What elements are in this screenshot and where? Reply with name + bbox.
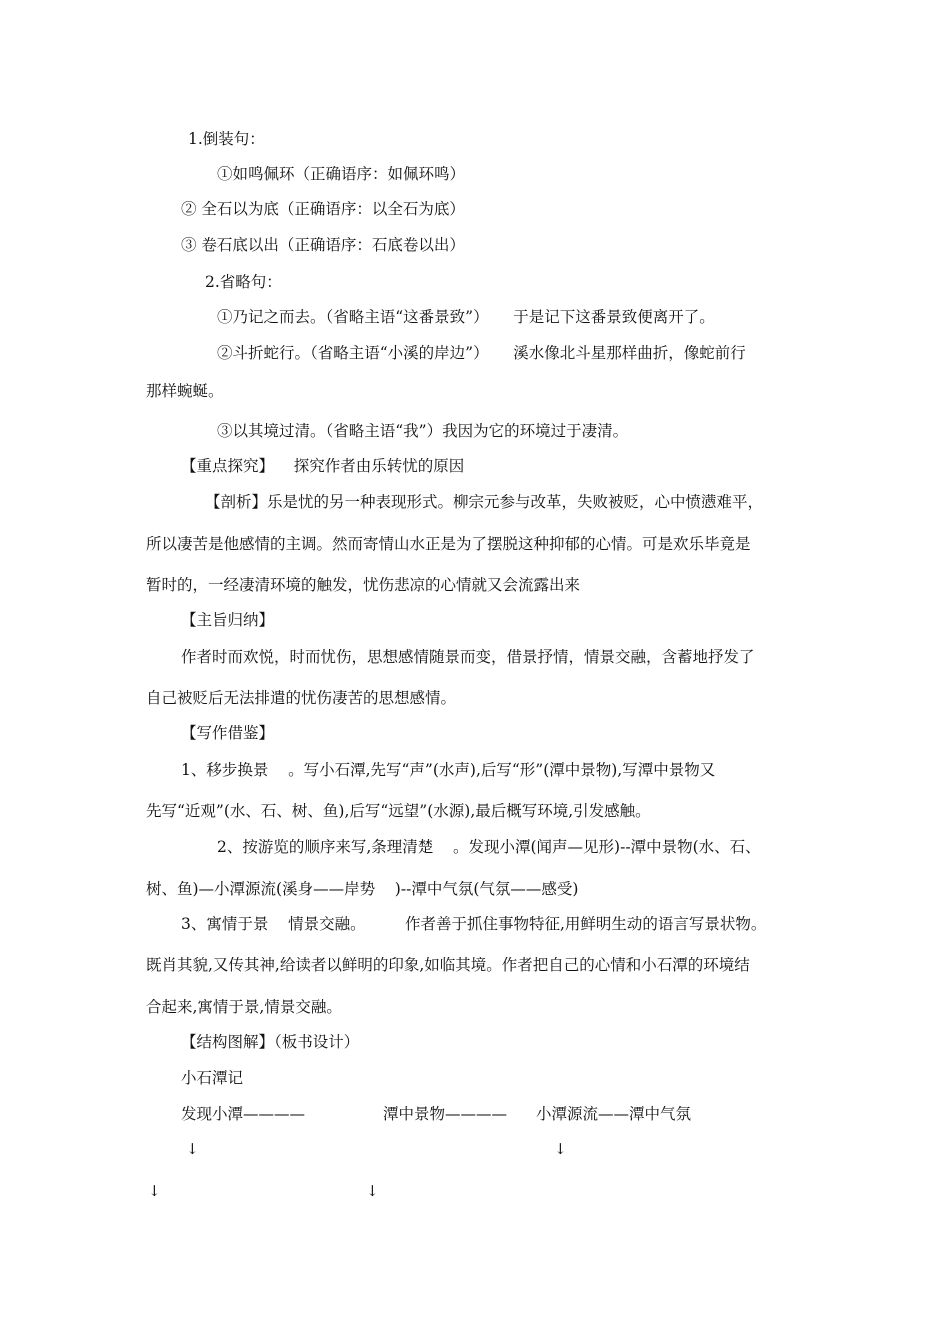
- text-line: 所以凄苦是他感情的主调。然而寄情山水正是为了摆脱这种抑郁的心情。可是欢乐毕竟是: [146, 535, 751, 553]
- section-heading: 【写作借鉴】: [181, 724, 275, 742]
- text-line: 2.省略句：: [205, 273, 282, 291]
- diagram-node: 潭中景物————: [383, 1105, 508, 1123]
- diagram-node: 小潭源流——潭中气氛: [536, 1105, 692, 1123]
- text-line: ③以其境过清。（省略主语“我”）我因为它的环境过于凄清。: [217, 422, 629, 440]
- down-arrow-icon: ↓: [186, 1140, 199, 1158]
- text-line: 合起来,寓情于景,情景交融。: [146, 998, 342, 1016]
- text-line: 1、移步换景 。写小石潭,先写“声”(水声),后写“形”(潭中景物),写潭中景物又: [181, 761, 716, 779]
- section-heading: 【结构图解】（板书设计）: [181, 1033, 360, 1051]
- down-arrow-icon: ↓: [148, 1182, 161, 1200]
- text-line: 1.倒装句：: [188, 130, 265, 148]
- down-arrow-icon: ↓: [366, 1182, 379, 1200]
- text-line: ② 全石以为底（正确语序：以全石为底）: [181, 200, 465, 218]
- text-line: 暂时的，一经凄清环境的触发，忧伤悲凉的心情就又会流露出来: [146, 576, 581, 594]
- text-line: 那样蜿蜒。: [146, 382, 224, 400]
- text-line: 先写“近观”(水、石、树、鱼),后写“远望”(水源),最后概写环境,引发感触。: [146, 802, 651, 820]
- text-line: 作者时而欢悦，时而忧伤，思想感情随景而变，借景抒情，情景交融，含蓄地抒发了: [181, 648, 755, 666]
- diagram-node: 发现小潭————: [181, 1105, 306, 1123]
- text-line: 2、按游览的顺序来写,条理清楚 。发现小潭(闻声—见形)--潭中景物(水、石、: [217, 838, 761, 856]
- text-line: ①如鸣佩环（正确语序：如佩环鸣）: [217, 165, 466, 183]
- section-heading: 【重点探究】 探究作者由乐转忧的原因: [181, 457, 465, 475]
- section-heading: 【主旨归纳】: [181, 611, 275, 629]
- diagram-title: 小石潭记: [181, 1069, 244, 1087]
- down-arrow-icon: ↓: [554, 1140, 567, 1158]
- text-line: 【剖析】乐是忧的另一种表现形式。柳宗元参与改革，失败被贬，心中愤懑难平，: [205, 493, 764, 511]
- text-line: 既肖其貌,又传其神,给读者以鲜明的印象,如临其境。作者把自己的心情和小石潭的环境结: [146, 956, 750, 974]
- text-line: 3、寓情于景 情景交融。 作者善于抓住事物特征,用鲜明生动的语言写景状物。: [181, 915, 767, 933]
- text-line: ①乃记之而去。（省略主语“这番景致”） 于是记下这番景致便离开了。: [217, 308, 715, 326]
- text-line: ②斗折蛇行。（省略主语“小溪的岸边”） 溪水像北斗星那样曲折，像蛇前行: [217, 344, 746, 362]
- text-line: 树、鱼)—小潭源流(溪身——岸势 )--潭中气氛(气氛——感受): [146, 880, 579, 898]
- text-line: ③ 卷石底以出（正确语序：石底卷以出）: [181, 236, 465, 254]
- text-line: 自己被贬后无法排遣的忧伤凄苦的思想感情。: [146, 689, 457, 707]
